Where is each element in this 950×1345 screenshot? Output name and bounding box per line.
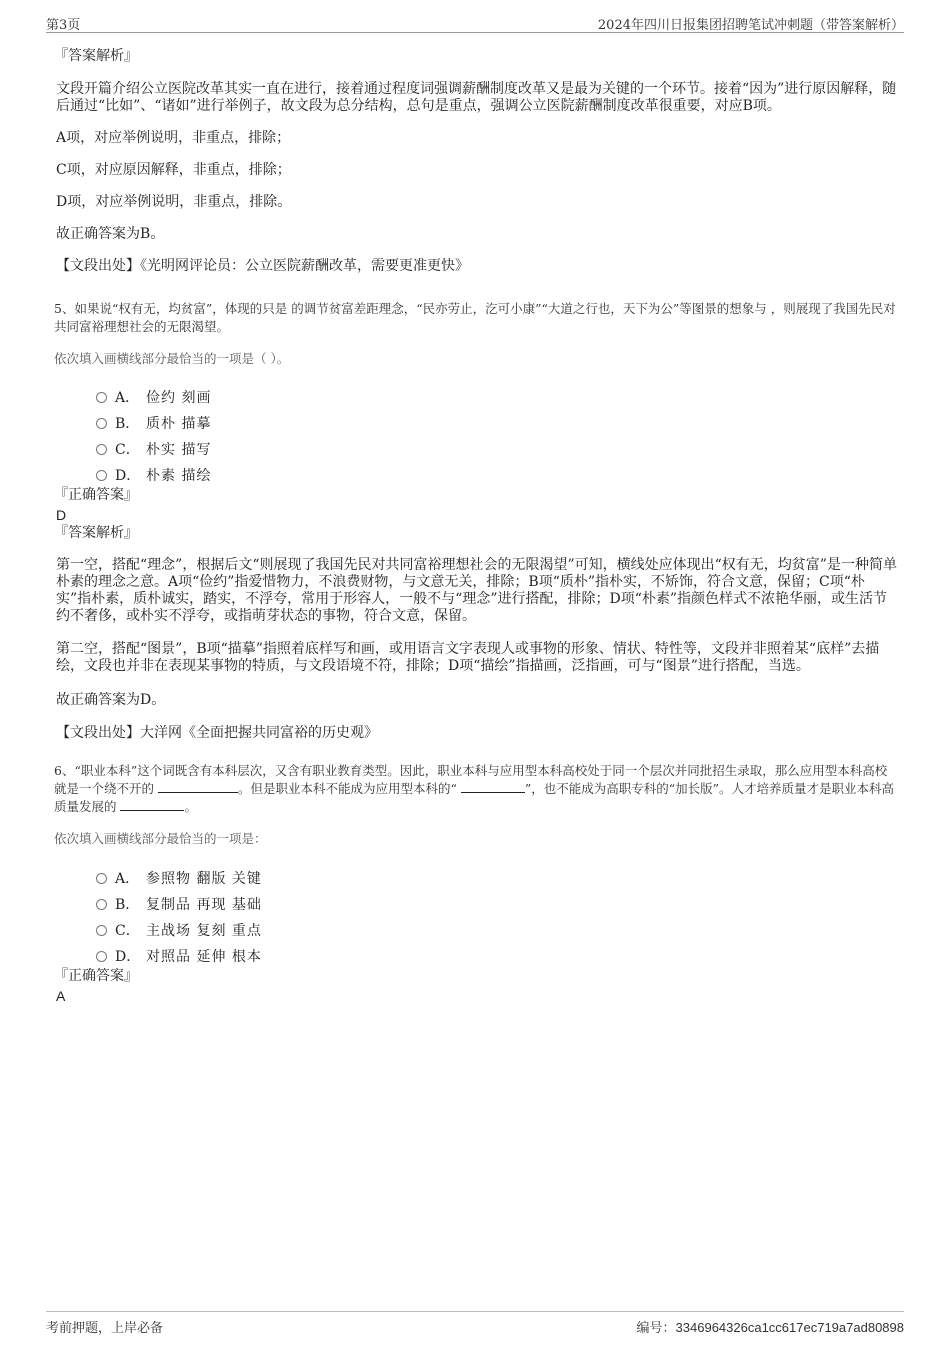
option-text: 朴实 描写 (146, 442, 212, 458)
option-b[interactable] (96, 409, 898, 435)
option-letter: C． (115, 442, 140, 458)
option-letter: B． (115, 416, 140, 432)
document-title: 2024年四川日报集团招聘笔试冲刺题（带答案解析） (597, 18, 904, 33)
radio-button[interactable] (96, 418, 107, 429)
analysis-line-c: C项，对应原因解释，非重点，排除； (56, 162, 291, 178)
fill-blank-1 (158, 780, 238, 793)
radio-button[interactable] (96, 899, 107, 910)
option-d[interactable] (96, 461, 898, 487)
radio-button[interactable] (96, 392, 107, 403)
option-a[interactable] (96, 864, 898, 890)
option-text: 对照品 延伸 根本 (146, 949, 262, 965)
source-citation: 【文段出处】《光明网评论员：公立医院薪酬改革，需要更准更快》 (56, 258, 469, 274)
option-text: 朴素 描绘 (146, 468, 212, 484)
document-code: 编号：3346964326ca1cc617ec719a7ad80898 (636, 1320, 904, 1335)
answer-conclusion: 故正确答案为B。 (56, 226, 165, 242)
question-5-options (56, 383, 898, 487)
page-number: 第3页 (46, 18, 81, 33)
correct-answer-heading: 『正确答案』 (54, 968, 138, 984)
footer-slogan: 考前押题，上岸必备 (46, 1321, 164, 1336)
option-text: 质朴 描摹 (146, 416, 212, 432)
radio-button[interactable] (96, 873, 107, 884)
option-letter: D． (115, 949, 141, 965)
option-letter: D． (115, 468, 141, 484)
option-letter: B． (115, 897, 140, 913)
stem-text: 。但是职业本科不能成为应用型本科的“ (237, 781, 461, 796)
fill-blank-3 (120, 798, 184, 811)
radio-button[interactable] (96, 925, 107, 936)
correct-answer-value: A (56, 988, 66, 1004)
option-text: 俭约 刻画 (146, 390, 212, 406)
option-letter: C． (115, 923, 140, 939)
analysis-line-d: D项，对应举例说明，非重点，排除。 (56, 194, 292, 210)
answer-conclusion: 故正确答案为D。 (56, 692, 166, 708)
analysis-heading: 『答案解析』 (54, 48, 138, 64)
option-text: 主战场 复刻 重点 (146, 923, 262, 939)
question-5-prompt: 依次填入画横线部分最恰当的一项是（ ）。 (54, 351, 290, 366)
option-letter: A． (115, 390, 140, 406)
radio-button[interactable] (96, 444, 107, 455)
option-text: 参照物 翻版 关键 (146, 871, 262, 887)
stem-text: 。 (184, 799, 197, 814)
question-5-stem: 5、如果说“权有无，均贫富”，体现的只是 的调节贫富差距理念，“民亦劳止，汔可小康”“大道之行也，天下为公”等图景的想象与 ，则展现了我国先民对共同富裕理想社会的无限渴望。 (54, 301, 896, 334)
analysis-line-a: A项，对应举例说明，非重点，排除； (56, 130, 291, 146)
analysis-paragraph: 文段开篇介绍公立医院改革其实一直在进行，接着通过程度词强调薪酬制度改革又是最为关键的一个环节。接着“因为”进行原因解释，随后通过“比如”、“诸如”进行举例子，故文段为总分结构，总句是重点，强调公立医院薪酬制度改革很重要，对应B项。 (56, 81, 897, 114)
page-content (56, 46, 898, 1006)
source-citation: 【文段出处】大洋网《全面把握共同富裕的历史观》 (56, 725, 378, 741)
option-b[interactable] (96, 890, 898, 916)
stem-text: 6、“职业本科”这个词既含有本科层次，又含有职业教育类型。因此，职业本科与应用型本科高校处于同一个层次并同批招生录取，那么应用型本科高校就是一个绕不开的 (54, 763, 888, 796)
stem-text: ”，也不能成为高职专科的“加长版”。人才培养质量才是职业本科高质量发展的 (54, 781, 895, 814)
analysis-paragraph-2: 第二空，搭配“图景”，B项“描摹”指照着底样写和画，或用语言文字表现人或事物的形象、情状、特性等，文段并非照着某“底样”去描绘，文段也并非在表现某事物的特质，与文段语境不符，排除；D项“描绘”指描画，泛指画，可与“图景”进行搭配，当选。 (56, 641, 880, 674)
option-c[interactable] (96, 435, 898, 461)
radio-button[interactable] (96, 470, 107, 481)
option-text: 复制品 再现 基础 (146, 897, 262, 913)
option-d[interactable] (96, 942, 898, 968)
page-header (46, 10, 904, 33)
question-6-stem (54, 762, 898, 816)
fill-blank-2 (461, 780, 525, 793)
question-6-options (56, 864, 898, 968)
analysis-paragraph-1: 第一空，搭配“理念”，根据后文“则展现了我国先民对共同富裕理想社会的无限渴望”可知，横线处应体现出“权有无，均贫富”是一种简单朴素的理念之意。A项“俭约”指爱惜物力，不浪费财物，与文意无关，排除；B项“质朴”指朴实，不矫饰，符合文意，保留；C项“朴实”指朴素，质朴诚实，踏实，不浮夸，常用于形容人，一般不与“理念”进行搭配，排除；D项“朴素”指颜色样式不浓艳华丽，或生活节约不奢侈，或朴实不浮夸，或指萌芽状态的事物，符合文意，保留。 (56, 557, 897, 624)
option-letter: A． (115, 871, 140, 887)
analysis-heading: 『答案解析』 (54, 525, 138, 541)
correct-answer-value: D (56, 507, 67, 523)
page-footer (46, 1311, 904, 1336)
option-a[interactable] (96, 383, 898, 409)
correct-answer-heading: 『正确答案』 (54, 487, 138, 503)
option-c[interactable] (96, 916, 898, 942)
question-6-prompt: 依次填入画横线部分最恰当的一项是： (54, 831, 267, 846)
radio-button[interactable] (96, 951, 107, 962)
